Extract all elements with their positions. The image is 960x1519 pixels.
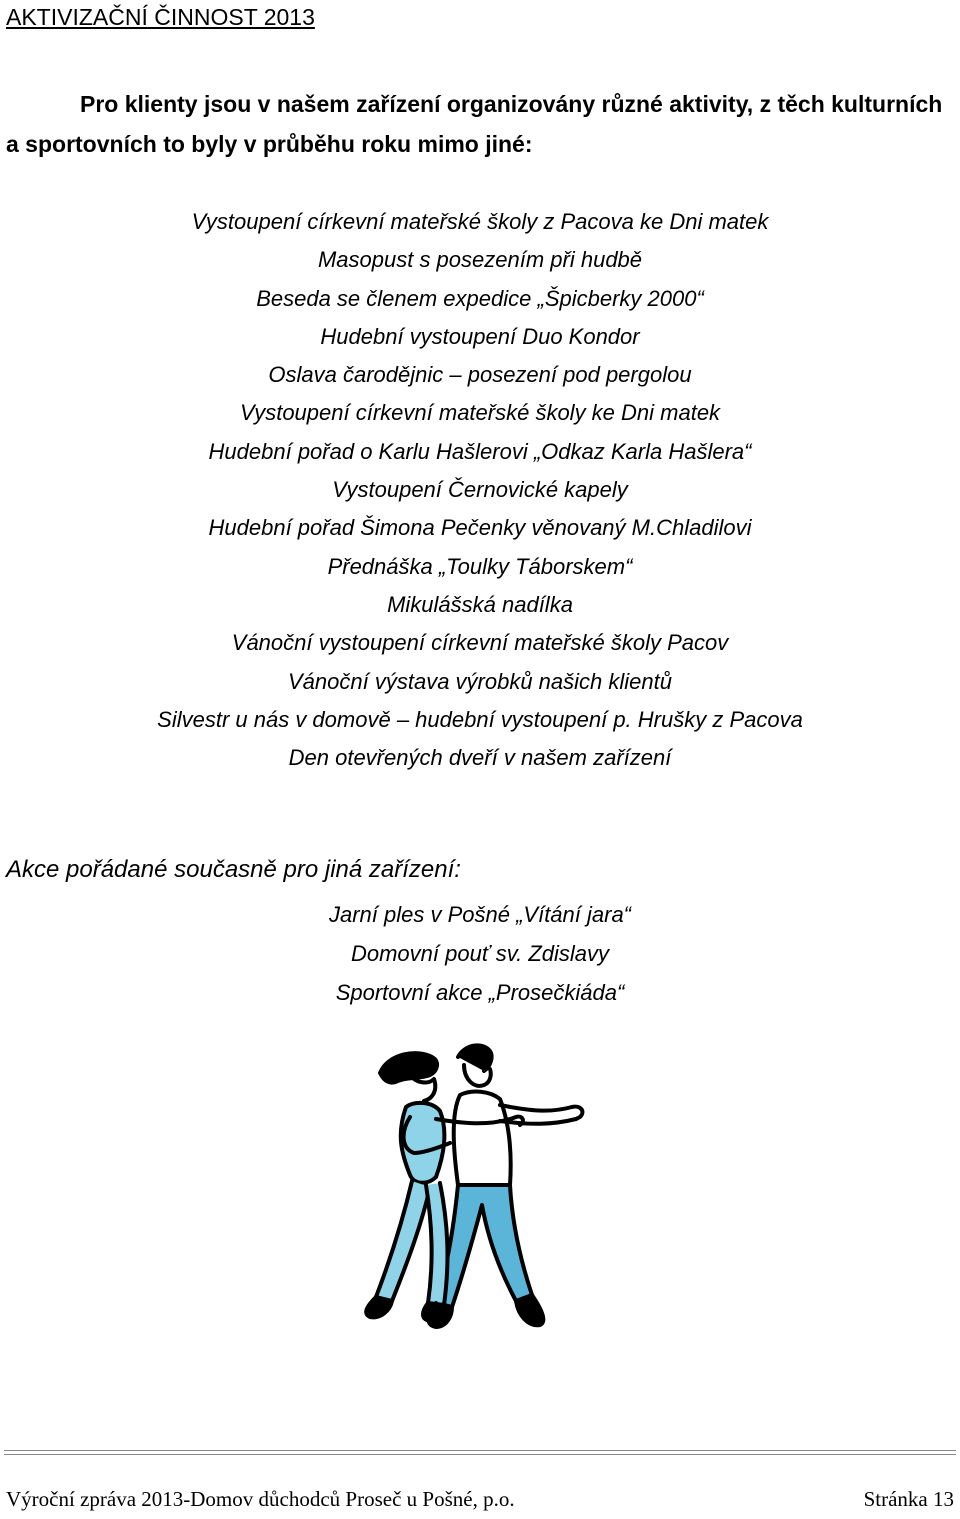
list-item: Vystoupení církevní mateřské školy z Pacova ke Dni matek <box>191 209 769 234</box>
list-item: Den otevřených dveří v našem zařízení <box>288 745 672 771</box>
list-item: Vystoupení církevní mateřské školy ke Dni matek <box>239 400 721 426</box>
list-item: Hudební pořad o Karlu Hašlerovi „Odkaz Karla Hašlera“ <box>208 438 752 464</box>
list-item: Sportovní akce „Prosečkiáda“ <box>335 980 625 1005</box>
list-item: Vánoční výstava výrobků našich klientů <box>288 668 672 694</box>
list-item: Jarní ples v Pošné „Vítání jara“ <box>328 902 632 927</box>
footer-document-title: Výroční zpráva 2013-Domov důchodců Proseč u Pošné, p.o. <box>6 1487 515 1511</box>
footer-page-number: Stránka 13 <box>863 1487 954 1511</box>
footer-divider <box>4 1450 956 1455</box>
page-title: AKTIVIZAČNÍ ČINNOST 2013 <box>6 4 315 30</box>
intro-paragraph: Pro klienty jsou v našem zařízení organizovány různé aktivity, z těch kulturních a sportovních to byly v průběhu roku mimo jiné: <box>6 91 943 157</box>
list-item: Silvestr u nás v domově – hudební vystoupení p. Hrušky z Pacova <box>157 706 803 732</box>
list-item: Beseda se členem expedice „Špicberky 2000“ <box>256 285 704 311</box>
list-item: Hudební pořad Šimona Pečenky věnovaný M.Chladilovi <box>208 515 752 541</box>
list-item: Oslava čarodějnic – posezení pod pergolou <box>268 362 692 388</box>
list-item: Mikulášská nadílka <box>387 591 573 617</box>
list-item: Vánoční vystoupení církevní mateřské školy Pacov <box>231 630 729 656</box>
shared-events-heading: Akce pořádané současně pro jiná zařízení: <box>6 856 461 883</box>
activities-list <box>0 203 960 777</box>
list-item: Domovní pouť sv. Zdislavy <box>350 941 610 966</box>
list-item: Přednáška „Toulky Táborskem“ <box>327 553 633 579</box>
dancing-couple-illustration <box>340 1035 600 1355</box>
shared-events-list <box>0 895 960 1012</box>
list-item: Vystoupení Černovické kapely <box>332 477 628 503</box>
list-item: Hudební vystoupení Duo Kondor <box>320 323 640 349</box>
list-item: Masopust s posezením při hudbě <box>317 247 643 273</box>
